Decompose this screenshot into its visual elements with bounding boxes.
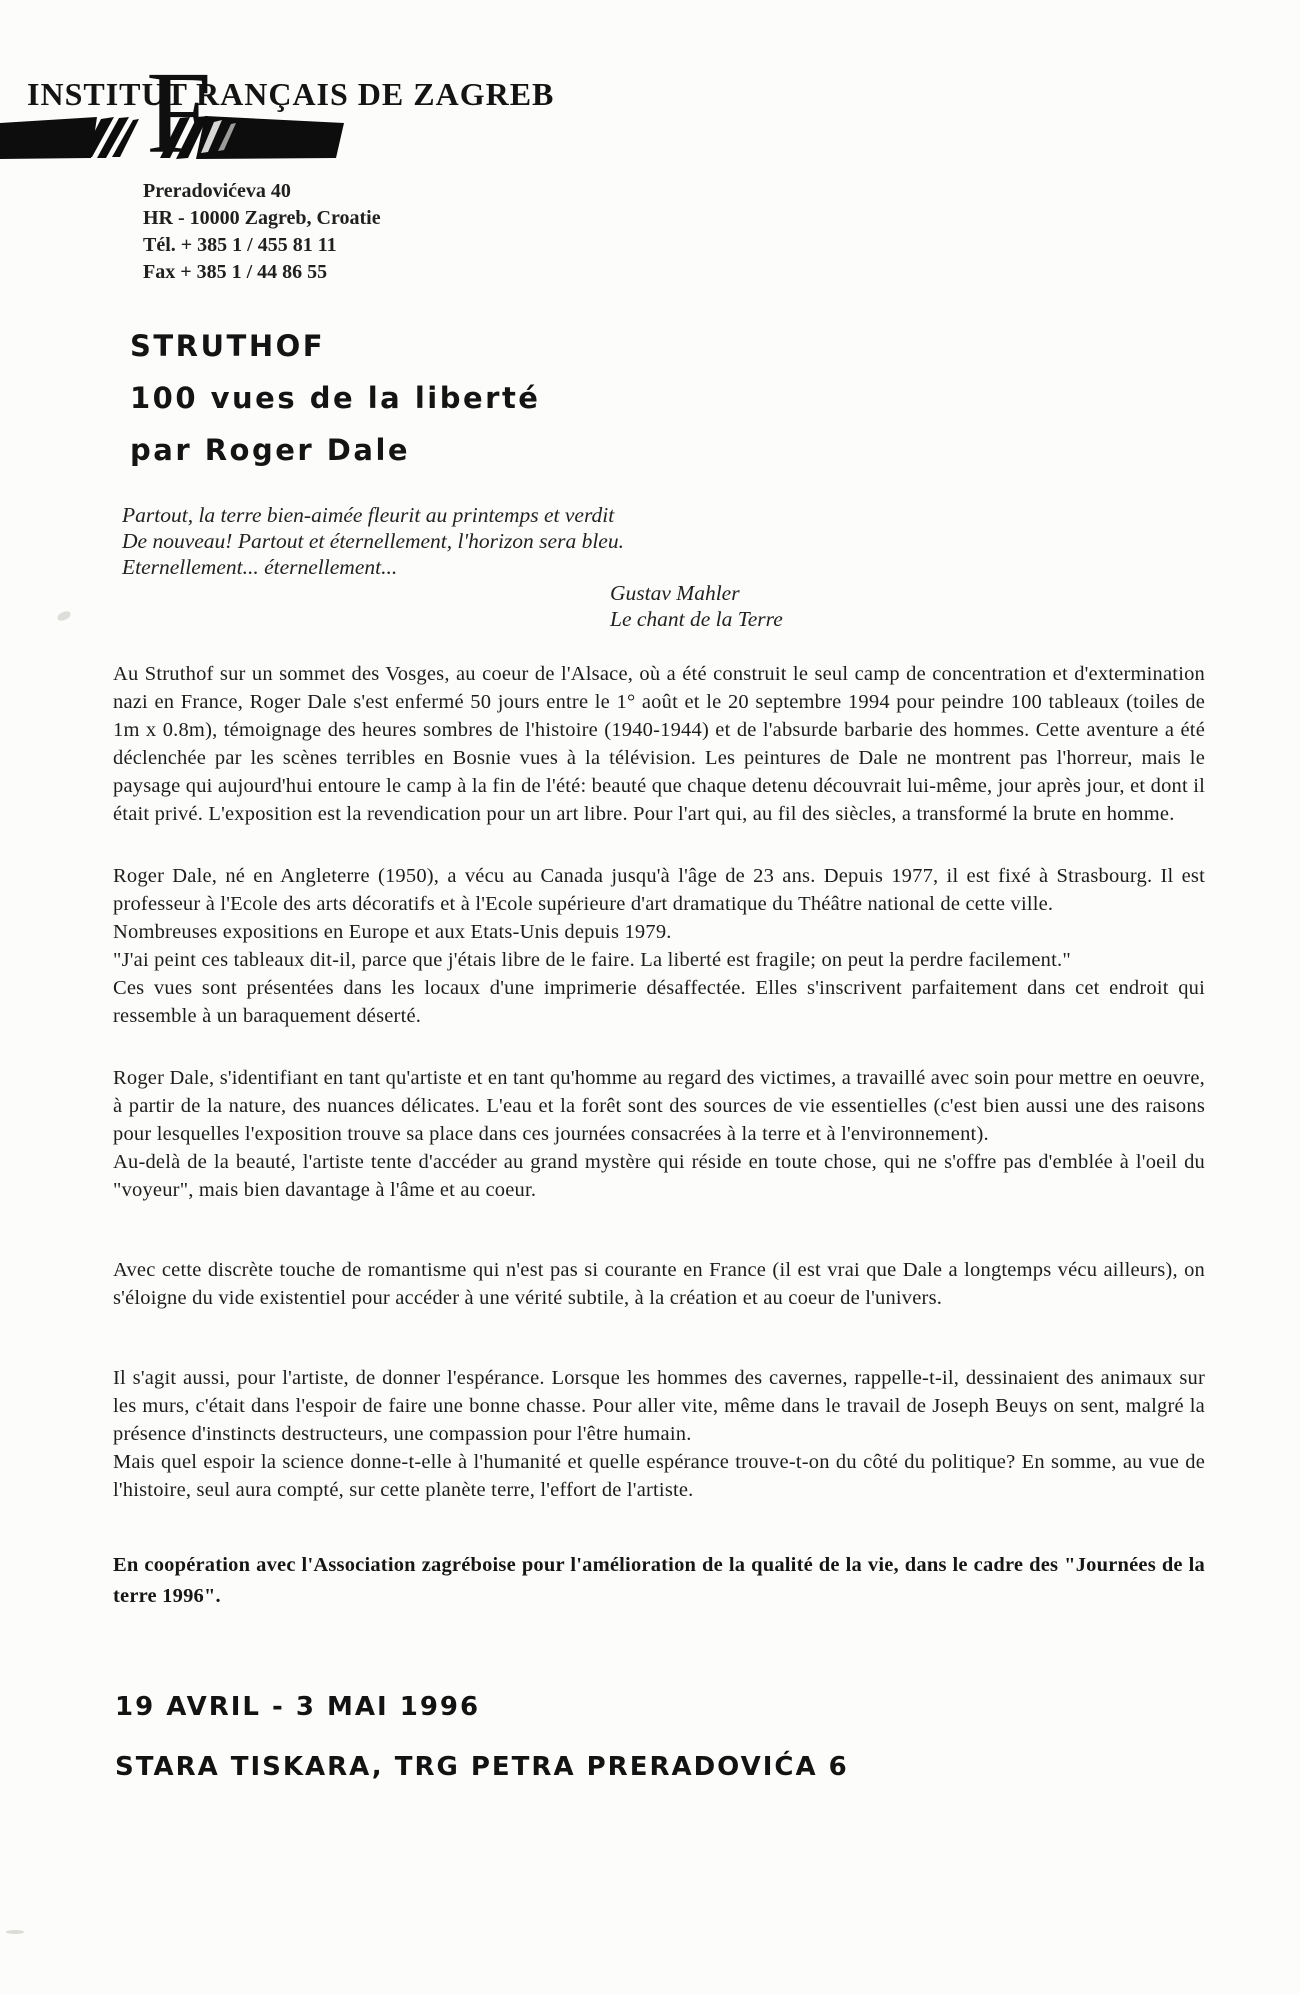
paragraph-esperance: Il s'agit aussi, pour l'artiste, de donner l'espérance. Lorsque les hommes des cavernes, rappelle-t-il, dessinaient des animaux sur les murs, c'était dans l'espoir de faire une bonne chasse. Pour aller vite, même dans le travail de Joseph Beuys on sent, malgré la présence d'instincts destructeurs, une compassion pour l'être humain. — [113, 1367, 1205, 1445]
org-name-prefix: INSTITUT — [27, 76, 188, 112]
exhibition-subtitle: 100 vues de la liberté — [130, 381, 541, 415]
epigraph-author: Gustav Mahler — [610, 581, 740, 605]
exhibition-artist: par Roger Dale — [130, 433, 411, 467]
paragraph-struthof-intro: Au Struthof sur un sommet des Vosges, au coeur de l'Alsace, où a été construit le seul camp de concentration et d'extermination nazi en France, Roger Dale s'est enfermé 50 jours entre le 1° août et le 20 septembre 1994 pour peindre 100 tableaux (toiles de 1m x 0.8m), témoignage des heures sombres de l'histoire (1940-1944) et de l'absurde barbarie des hommes. Cette aventure a été déclenchée par les scènes terribles en Bosnie vues à la télévision. Les peintures de Dale ne montrent pas l'horreur, mais le paysage qui aujourd'hui entoure le camp à la fin de l'été: beauté que chaque detenu découvrait lui-même, jour après jour, et dont il était privé. L'exposition est la revendication pour un art libre. Pour l'art qui, au fil des siècles, a transformé la brute en homme. — [113, 663, 1205, 825]
event-dates: 19 AVRIL - 3 MAI 1996 — [115, 1692, 481, 1722]
paragraph-artist-quote: "J'ai peint ces tableaux dit-il, parce que j'étais libre de le faire. La liberté est fragile; on peut la perdre facilement." — [113, 949, 1071, 971]
event-venue: STARA TISKARA, TRG PETRA PRERADOVIĆA 6 — [115, 1752, 849, 1782]
institut-francais-logo — [0, 47, 560, 178]
exhibition-title: STRUTHOF — [130, 329, 326, 363]
cooperation-note: En coopération avec l'Association zagréboise pour l'amélioration de la qualité de la vie, dans le cadre des "Journées de la terre 1996". — [113, 1554, 1205, 1607]
epigraph-line: Partout, la terre bien-aimée fleurit au printemps et verdit — [122, 503, 615, 527]
address-fax: Fax + 385 1 / 44 86 55 — [143, 261, 328, 283]
epigraph-line: Eternellement... éternellement... — [122, 555, 398, 579]
press-release-body — [113, 660, 1205, 1504]
address-city: HR - 10000 Zagreb, Croatie — [143, 207, 381, 229]
paragraph-beyond-beauty: Au-delà de la beauté, l'artiste tente d'accéder au grand mystère qui réside en toute chose, qui ne s'offre pas d'emblée à l'oeil du "voyeur", mais bien davantage à l'âme et au coeur. — [113, 1151, 1205, 1201]
org-initial-f: F — [146, 47, 212, 178]
paragraph-venue-description: Ces vues sont présentées dans les locaux d'une imprimerie désaffectée. Elles s'inscrivent parfaitement dans cet endroit qui ressemble à un baraquement déserté. — [113, 977, 1205, 1027]
epigraph-line: De nouveau! Partout et éternellement, l'horizon sera bleu. — [122, 529, 624, 553]
paragraph-biography: Roger Dale, né en Angleterre (1950), a vécu au Canada jusqu'à l'âge de 23 ans. Depuis 1977, il est fixé à Strasbourg. Il est professeur à l'Ecole des arts décoratifs et à l'Ecole supérieure d'art dramatique du Théâtre national de cette ville. — [113, 865, 1205, 915]
org-name-suffix: RANÇAIS DE ZAGREB — [196, 76, 555, 112]
paragraph-expositions: Nombreuses expositions en Europe et aux Etats-Unis depuis 1979. — [113, 921, 672, 943]
address-tel: Tél. + 385 1 / 455 81 11 — [143, 234, 337, 256]
scan-artifact — [56, 609, 72, 622]
address-block — [143, 178, 1300, 286]
paragraph-nature-sources: Roger Dale, s'identifiant en tant qu'artiste et en tant qu'homme au regard des victimes, a travaillé avec soin pour mettre en oeuvre, à partir de la nature, des nuances délicates. L'eau et la forêt sont des sources de vie essentielles (c'est bien aussi une des raisons pour lesquelles l'exposition trouve sa place dans ces journées consacrées à la terre et à l'environnement). — [113, 1067, 1205, 1145]
exhibition-title-block — [130, 320, 1300, 476]
epigraph-attribution — [610, 580, 1300, 632]
address-street: Preradovićeva 40 — [143, 180, 291, 202]
paragraph-science-politique: Mais quel espoir la science donne-t-elle à l'humanité et quelle espérance trouve-t-on du côté du politique? En somme, au vue de l'histoire, seul aura compté, sur cette planète terre, l'effort de l'artiste. — [113, 1451, 1205, 1501]
paragraph-romantisme: Avec cette discrète touche de romantisme qui n'est pas si courante en France (il est vrai que Dale a longtemps vécu ailleurs), on s'éloigne du vide existentiel pour accéder à une vérité subtile, à la création et au coeur de l'univers. — [113, 1259, 1205, 1309]
epigraph-work: Le chant de la Terre — [610, 607, 783, 631]
epigraph-quote — [122, 502, 1300, 580]
event-footer — [115, 1692, 1300, 1782]
scan-artifact — [6, 1930, 24, 1934]
